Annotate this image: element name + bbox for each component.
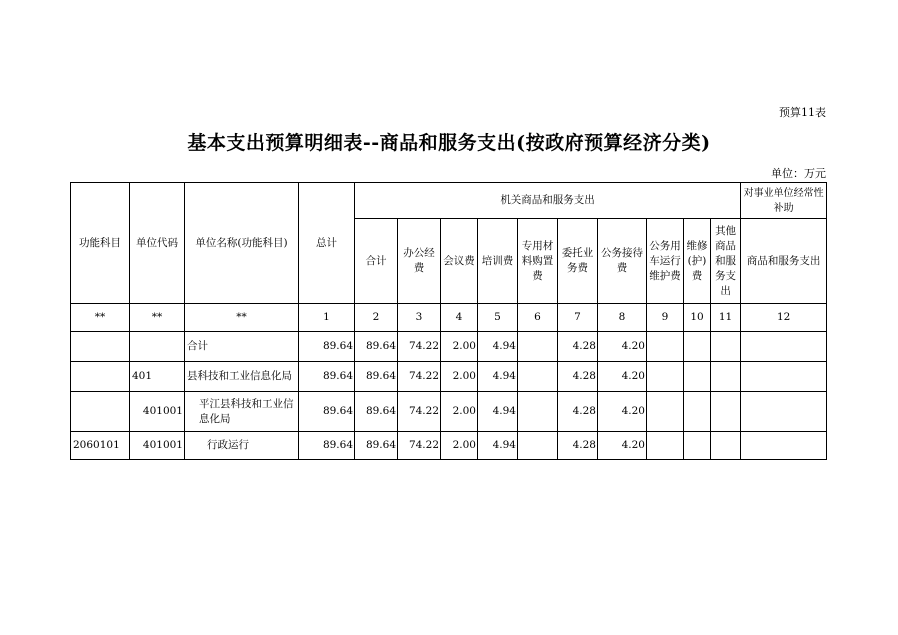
unit-label: 单位：万元 bbox=[771, 167, 826, 180]
entrusted-cell: 4.28 bbox=[558, 332, 598, 362]
table-row bbox=[71, 432, 827, 460]
sum-cell: 89.64 bbox=[355, 362, 398, 392]
vehicle-cell bbox=[647, 392, 684, 432]
reception-cell: 4.20 bbox=[598, 432, 647, 460]
total-cell: 89.64 bbox=[299, 362, 355, 392]
entrusted-cell: 4.28 bbox=[558, 392, 598, 432]
maintenance-cell bbox=[684, 332, 711, 362]
col-reception: 公务接待费 bbox=[598, 219, 647, 304]
vehicle-cell bbox=[647, 332, 684, 362]
name-cell: 平江县科技和工业信息化局 bbox=[185, 392, 299, 432]
vehicle-cell bbox=[647, 362, 684, 392]
name-cell: 县科技和工业信息化局 bbox=[185, 362, 299, 392]
func-cell bbox=[71, 362, 130, 392]
public-goods-cell bbox=[741, 432, 827, 460]
index-cell: 5 bbox=[478, 304, 518, 332]
col-other: 其他商品和服务支出 bbox=[711, 219, 741, 304]
other-cell bbox=[711, 392, 741, 432]
public-goods-cell bbox=[741, 332, 827, 362]
meeting-cell: 2.00 bbox=[441, 432, 478, 460]
name-cell: 合计 bbox=[185, 332, 299, 362]
materials-cell bbox=[518, 332, 558, 362]
meeting-cell: 2.00 bbox=[441, 362, 478, 392]
training-cell: 4.94 bbox=[478, 362, 518, 392]
index-cell: 9 bbox=[647, 304, 684, 332]
sum-cell: 89.64 bbox=[355, 392, 398, 432]
col-func-subject: 功能科目 bbox=[71, 183, 130, 304]
entrusted-cell: 4.28 bbox=[558, 362, 598, 392]
index-cell: ** bbox=[185, 304, 299, 332]
office-cell: 74.22 bbox=[398, 332, 441, 362]
col-vehicle: 公务用车运行维护费 bbox=[647, 219, 684, 304]
index-cell: 1 bbox=[299, 304, 355, 332]
col-unit-code: 单位代码 bbox=[130, 183, 185, 304]
index-cell: 11 bbox=[711, 304, 741, 332]
index-cell: 10 bbox=[684, 304, 711, 332]
reception-cell: 4.20 bbox=[598, 392, 647, 432]
index-cell: 4 bbox=[441, 304, 478, 332]
meeting-cell: 2.00 bbox=[441, 392, 478, 432]
meeting-cell: 2.00 bbox=[441, 332, 478, 362]
sum-cell: 89.64 bbox=[355, 432, 398, 460]
col-total: 总计 bbox=[299, 183, 355, 304]
office-cell: 74.22 bbox=[398, 362, 441, 392]
budget-table bbox=[70, 182, 827, 460]
func-cell bbox=[71, 392, 130, 432]
training-cell: 4.94 bbox=[478, 392, 518, 432]
table-row bbox=[71, 392, 827, 432]
office-cell: 74.22 bbox=[398, 392, 441, 432]
col-public-goods: 商品和服务支出 bbox=[741, 219, 827, 304]
name-cell: 行政运行 bbox=[185, 432, 299, 460]
total-cell: 89.64 bbox=[299, 332, 355, 362]
entrusted-cell: 4.28 bbox=[558, 432, 598, 460]
sum-cell: 89.64 bbox=[355, 332, 398, 362]
index-cell: 12 bbox=[741, 304, 827, 332]
table-code-label: 预算11表 bbox=[779, 106, 826, 119]
index-row bbox=[71, 304, 827, 332]
code-cell: 401001 bbox=[130, 432, 185, 460]
col-sum: 合计 bbox=[355, 219, 398, 304]
training-cell: 4.94 bbox=[478, 432, 518, 460]
col-maintenance: 维修(护)费 bbox=[684, 219, 711, 304]
code-cell bbox=[130, 332, 185, 362]
materials-cell bbox=[518, 432, 558, 460]
col-materials: 专用材料购置费 bbox=[518, 219, 558, 304]
other-cell bbox=[711, 332, 741, 362]
training-cell: 4.94 bbox=[478, 332, 518, 362]
func-cell bbox=[71, 332, 130, 362]
col-meeting: 会议费 bbox=[441, 219, 478, 304]
public-goods-cell bbox=[741, 392, 827, 432]
group-agency-header: 机关商品和服务支出 bbox=[355, 183, 741, 219]
index-cell: 2 bbox=[355, 304, 398, 332]
maintenance-cell bbox=[684, 392, 711, 432]
index-cell: 3 bbox=[398, 304, 441, 332]
public-goods-cell bbox=[741, 362, 827, 392]
index-cell: 6 bbox=[518, 304, 558, 332]
table-row bbox=[71, 362, 827, 392]
vehicle-cell bbox=[647, 432, 684, 460]
index-cell: ** bbox=[130, 304, 185, 332]
index-cell: 8 bbox=[598, 304, 647, 332]
code-cell: 401001 bbox=[130, 392, 185, 432]
col-office: 办公经费 bbox=[398, 219, 441, 304]
other-cell bbox=[711, 432, 741, 460]
group-public-header: 对事业单位经常性补助 bbox=[741, 183, 827, 219]
materials-cell bbox=[518, 362, 558, 392]
header-row-1 bbox=[71, 183, 827, 219]
page-title: 基本支出预算明细表--商品和服务支出(按政府预算经济分类) bbox=[187, 132, 711, 154]
total-cell: 89.64 bbox=[299, 392, 355, 432]
func-cell: 2060101 bbox=[71, 432, 130, 460]
index-cell: 7 bbox=[558, 304, 598, 332]
table-row bbox=[71, 332, 827, 362]
maintenance-cell bbox=[684, 362, 711, 392]
col-entrusted: 委托业务费 bbox=[558, 219, 598, 304]
col-unit-name: 单位名称(功能科目) bbox=[185, 183, 299, 304]
index-cell: ** bbox=[71, 304, 130, 332]
reception-cell: 4.20 bbox=[598, 332, 647, 362]
code-cell: 401 bbox=[130, 362, 185, 392]
office-cell: 74.22 bbox=[398, 432, 441, 460]
total-cell: 89.64 bbox=[299, 432, 355, 460]
reception-cell: 4.20 bbox=[598, 362, 647, 392]
maintenance-cell bbox=[684, 432, 711, 460]
col-training: 培训费 bbox=[478, 219, 518, 304]
materials-cell bbox=[518, 392, 558, 432]
other-cell bbox=[711, 362, 741, 392]
